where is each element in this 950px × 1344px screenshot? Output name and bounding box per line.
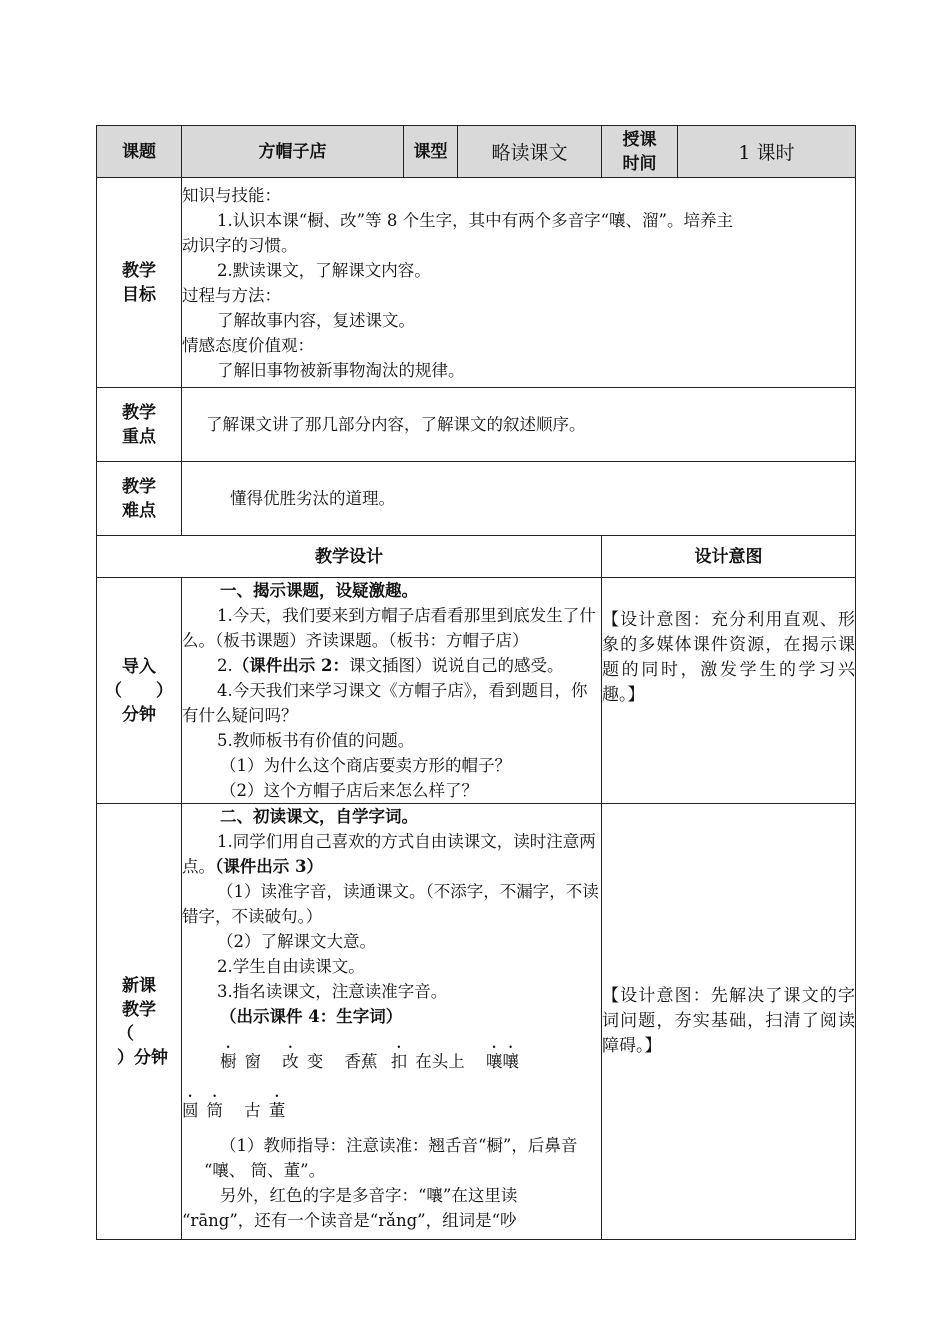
goals-label: 教学目标 <box>97 178 182 388</box>
goals-line: 过程与方法： <box>182 285 281 305</box>
goals-line: 2.默读课文，了解课文内容。 <box>217 260 431 280</box>
difficulty-text: 懂得优胜劣汰的道理。 <box>182 462 856 536</box>
goals-line: 情感态度价值观： <box>182 335 314 355</box>
difficulty-label: 教学难点 <box>97 462 182 536</box>
intro-label: 导入 （ ） 分钟 <box>97 578 182 804</box>
key-point-label: 教学重点 <box>97 388 182 462</box>
lesson-plan-table <box>96 125 856 1240</box>
intent-header: 设计意图 <box>602 536 856 578</box>
newlesson-content: 二、初读课文，自学字词。 1.同学们用自己喜欢的方式自由读课文，读时注意两 点。（课件出示 3） （1）读准字音，读通课文。（不添字，不漏字，不读 错字，不读破句。） （2）了解课文大意。 2.学生自由读课文。 3.指名读课文，注意读准字音。 （出示课件 4：生字词） 橱 窗 改 变 香蕉 扣 在头上 嚷嚷 圆 筒 古 董 （1）教师指导：注意读准：翘舌音“橱”，后鼻音 “嚷、 筒、董”。 另外，红色的字是多音字：“嚷”在这里读 “rāng”，还有一个读音是“rǎng”，组词是“吵 <box>182 804 602 1240</box>
goals-line: 1.认识本课“橱、改”等 8 个生字，其中有两个多音字“嚷、溜”。培养主 <box>217 210 733 230</box>
newlesson-intent: 【设计意图：先解决了课文的字词问题，夯实基础，扫清了阅读障碍。】 <box>602 804 856 1240</box>
intro-content: 一、揭示课题，设疑激趣。 1.今天，我们要来到方帽子店看看那里到底发生了什 么。（板书课题）齐读课题。（板书：方帽子店） 2.（课件出示 2：课文插图）说说自己的感受。 4.今天我们来学习课文《方帽子店》，看到题目，你 有什么疑问吗？ 5.教师板书有价值的问题。 （1）为什么这个商店要卖方形的帽子？ （2）这个方帽子店后来怎么样了？ <box>182 578 602 804</box>
goals-line: 了解旧事物被新事物淘汰的规律。 <box>217 360 465 380</box>
key-point-text: 了解课文讲了那几部分内容，了解课文的叙述顺序。 <box>182 388 856 462</box>
design-header: 教学设计 <box>97 536 602 578</box>
goals-line: 知识与技能： <box>182 185 281 205</box>
vocab-row: 圆 筒 古 董 <box>182 1101 286 1120</box>
intro-intent: 【设计意图：充分利用直观、形象的多媒体课件资源，在揭示课题的同时，激发学生的学习兴趣。】 <box>602 578 856 804</box>
time-label: 授课时间 <box>602 126 678 178</box>
goals-line: 动识字的习惯。 <box>182 235 298 255</box>
intro-heading: 一、揭示课题，设疑激趣。 <box>220 581 418 600</box>
newlesson-label: 新课 教学 （ ）分钟 <box>97 804 182 1240</box>
subject-value: 方帽子店 <box>182 126 404 178</box>
subject-label: 课题 <box>97 126 182 178</box>
newlesson-heading: 二、初读课文，自学字词。 <box>220 807 418 826</box>
time-value: 1 课时 <box>678 126 856 178</box>
goals-line: 了解故事内容，复述课文。 <box>217 310 415 330</box>
type-value: 略读课文 <box>458 126 602 178</box>
goals-content <box>182 178 856 388</box>
type-label: 课型 <box>404 126 458 178</box>
vocab-row: 橱 窗 改 变 香蕉 扣 在头上 嚷嚷 <box>220 1052 519 1071</box>
